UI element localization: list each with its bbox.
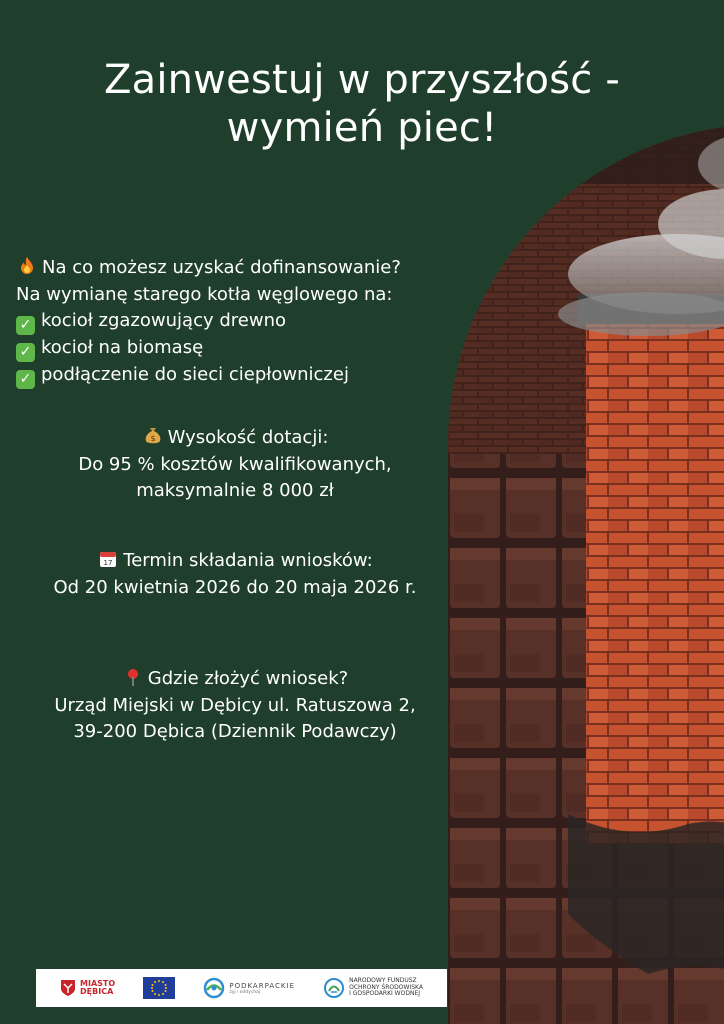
deadline-line-1: Od 20 kwietnia 2026 do 20 maja 2026 r. xyxy=(53,576,417,598)
debica-logo: MIASTO DĘBICA xyxy=(60,979,115,997)
pin-icon xyxy=(122,667,144,687)
title-line-1: Zainwestuj w przyszłość - xyxy=(104,57,620,103)
funding-heading xyxy=(16,255,401,282)
funding-section xyxy=(16,255,401,389)
svg-text:17: 17 xyxy=(103,559,113,567)
page-title xyxy=(0,56,724,152)
subsidy-section xyxy=(0,425,470,505)
podkarpackie-logo: PODKARPACKIE żyj i oddychaj xyxy=(203,977,295,999)
svg-text:$: $ xyxy=(150,434,156,443)
chimney-photo xyxy=(448,124,724,1024)
fire-icon xyxy=(16,256,38,276)
location-line-1: Urząd Miejski w Dębicy ul. Ratuszowa 2, xyxy=(54,694,416,716)
debica-crest-icon xyxy=(60,979,76,997)
subsidy-heading-text: Wysokość dotacji: xyxy=(167,427,329,448)
list-item: ✓ kocioł na biomasę xyxy=(16,335,401,362)
title-line-2: wymień piec! xyxy=(226,105,498,151)
location-line-2: 39-200 Dębica (Dziennik Podawczy) xyxy=(73,721,397,742)
checkmark-icon: ✓ xyxy=(16,343,35,362)
location-heading xyxy=(0,666,470,693)
money-bag-icon xyxy=(142,426,164,446)
funding-heading-text: Na co możesz uzyskać dofinansowanie? xyxy=(42,257,401,278)
footer-logos xyxy=(36,969,447,1007)
list-item: ✓ kocioł zgazowujący drewno xyxy=(16,308,401,335)
deadline-section xyxy=(0,548,470,601)
funding-intro: Na wymianę starego kotła węglowego na: xyxy=(16,283,393,305)
eu-flag-logo xyxy=(143,977,175,999)
deadline-heading-text: Termin składania wniosków: xyxy=(123,550,373,571)
checkmark-icon: ✓ xyxy=(16,316,35,335)
podkarpackie-emblem-icon xyxy=(203,977,225,999)
deadline-heading xyxy=(0,548,470,575)
checkmark-icon: ✓ xyxy=(16,370,35,389)
nfosigw-logo: NARODOWY FUNDUSZ OCHRONY ŚRODOWISKA I GOSPODARKI WODNEJ xyxy=(323,977,423,999)
location-section xyxy=(0,666,470,746)
eu-flag-icon xyxy=(143,977,175,999)
calendar-icon xyxy=(97,549,119,569)
list-item: ✓ podłączenie do sieci ciepłowniczej xyxy=(16,362,401,389)
subsidy-line-2: maksymalnie 8 000 zł xyxy=(136,480,334,501)
location-heading-text: Gdzie złożyć wniosek? xyxy=(147,668,349,689)
nfosigw-emblem-icon xyxy=(323,977,345,999)
subsidy-line-1: Do 95 % kosztów kwalifikowanych, xyxy=(78,453,392,475)
subsidy-heading xyxy=(0,425,470,452)
